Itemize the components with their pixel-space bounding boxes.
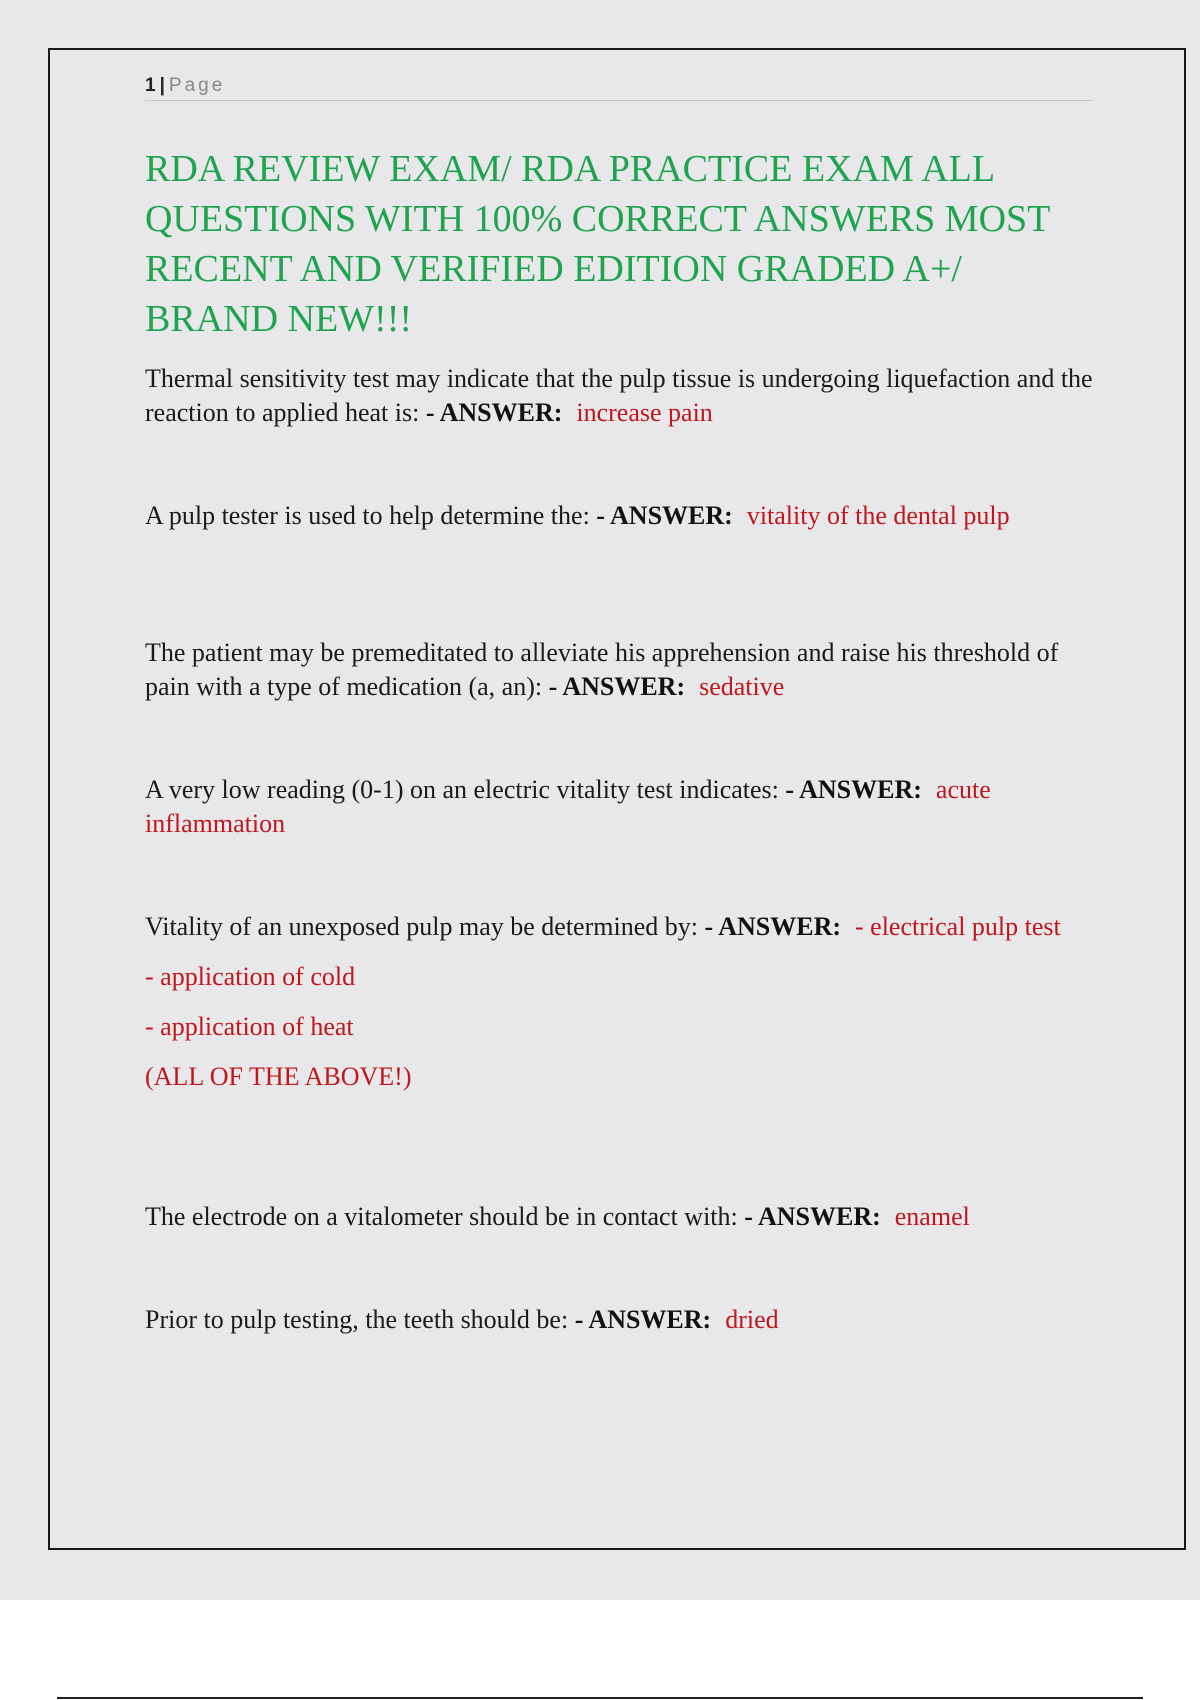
document-title: RDA REVIEW EXAM/ RDA PRACTICE EXAM ALL QUESTIONS WITH 100% CORRECT ANSWERS MOST RECENT AND VERIFIED EDITION GRADED A+/ BRAND NEW!!! (145, 148, 1050, 340)
answer-text: dried (725, 1305, 779, 1334)
answer-marker: - ANSWER: (574, 1305, 712, 1334)
bottom-rule (57, 1697, 1143, 1699)
answer-text: sedative (699, 672, 785, 701)
answer-line: (ALL OF THE ABOVE!) (145, 1062, 412, 1091)
answer-text: increase pain (576, 398, 713, 427)
qa-item (145, 1303, 1095, 1337)
answer-text: vitality of the dental pulp (746, 501, 1010, 530)
answer-line: - application of heat (145, 1012, 354, 1041)
page-number: 1 (145, 75, 156, 96)
answer-line: - application of cold (145, 962, 356, 991)
answer-text: enamel (894, 1202, 970, 1231)
answer-marker: - ANSWER: (785, 775, 922, 804)
answer-text: acute inflammation (145, 775, 991, 838)
answer-marker: - ANSWER: (704, 912, 841, 941)
question-text: A pulp tester is used to help determine the: (145, 501, 590, 530)
answer-marker: - ANSWER: (744, 1202, 881, 1231)
page-separator: | (159, 75, 165, 96)
question-text: Thermal sensitivity test may indicate that the pulp tissue is undergoing liquefaction and the reaction to applied heat is: (145, 364, 1093, 427)
answer-marker: - ANSWER: (548, 672, 686, 701)
question-text: A very low reading (0-1) on an electric vitality test indicates: (145, 775, 779, 804)
page-label: Page (168, 75, 226, 96)
answer-marker: - ANSWER: (596, 501, 733, 530)
qa-item (145, 910, 1095, 1094)
answer-marker: - ANSWER: (425, 398, 563, 427)
qa-item (145, 1200, 1095, 1234)
qa-item (145, 499, 1095, 533)
qa-item (145, 773, 1095, 841)
question-text: The electrode on a vitalometer should be in contact with: (145, 1202, 738, 1231)
page-header (145, 74, 1093, 101)
qa-item (145, 636, 1095, 704)
qa-item (145, 362, 1095, 430)
question-text: Prior to pulp testing, the teeth should be: (145, 1305, 569, 1334)
answer-text: - electrical pulp test (855, 912, 1061, 941)
question-text: The patient may be premeditated to alleviate his apprehension and raise his threshold of pain with a type of medication (a, an): (145, 638, 1059, 701)
question-text: Vitality of an unexposed pulp may be determined by: (145, 912, 698, 941)
